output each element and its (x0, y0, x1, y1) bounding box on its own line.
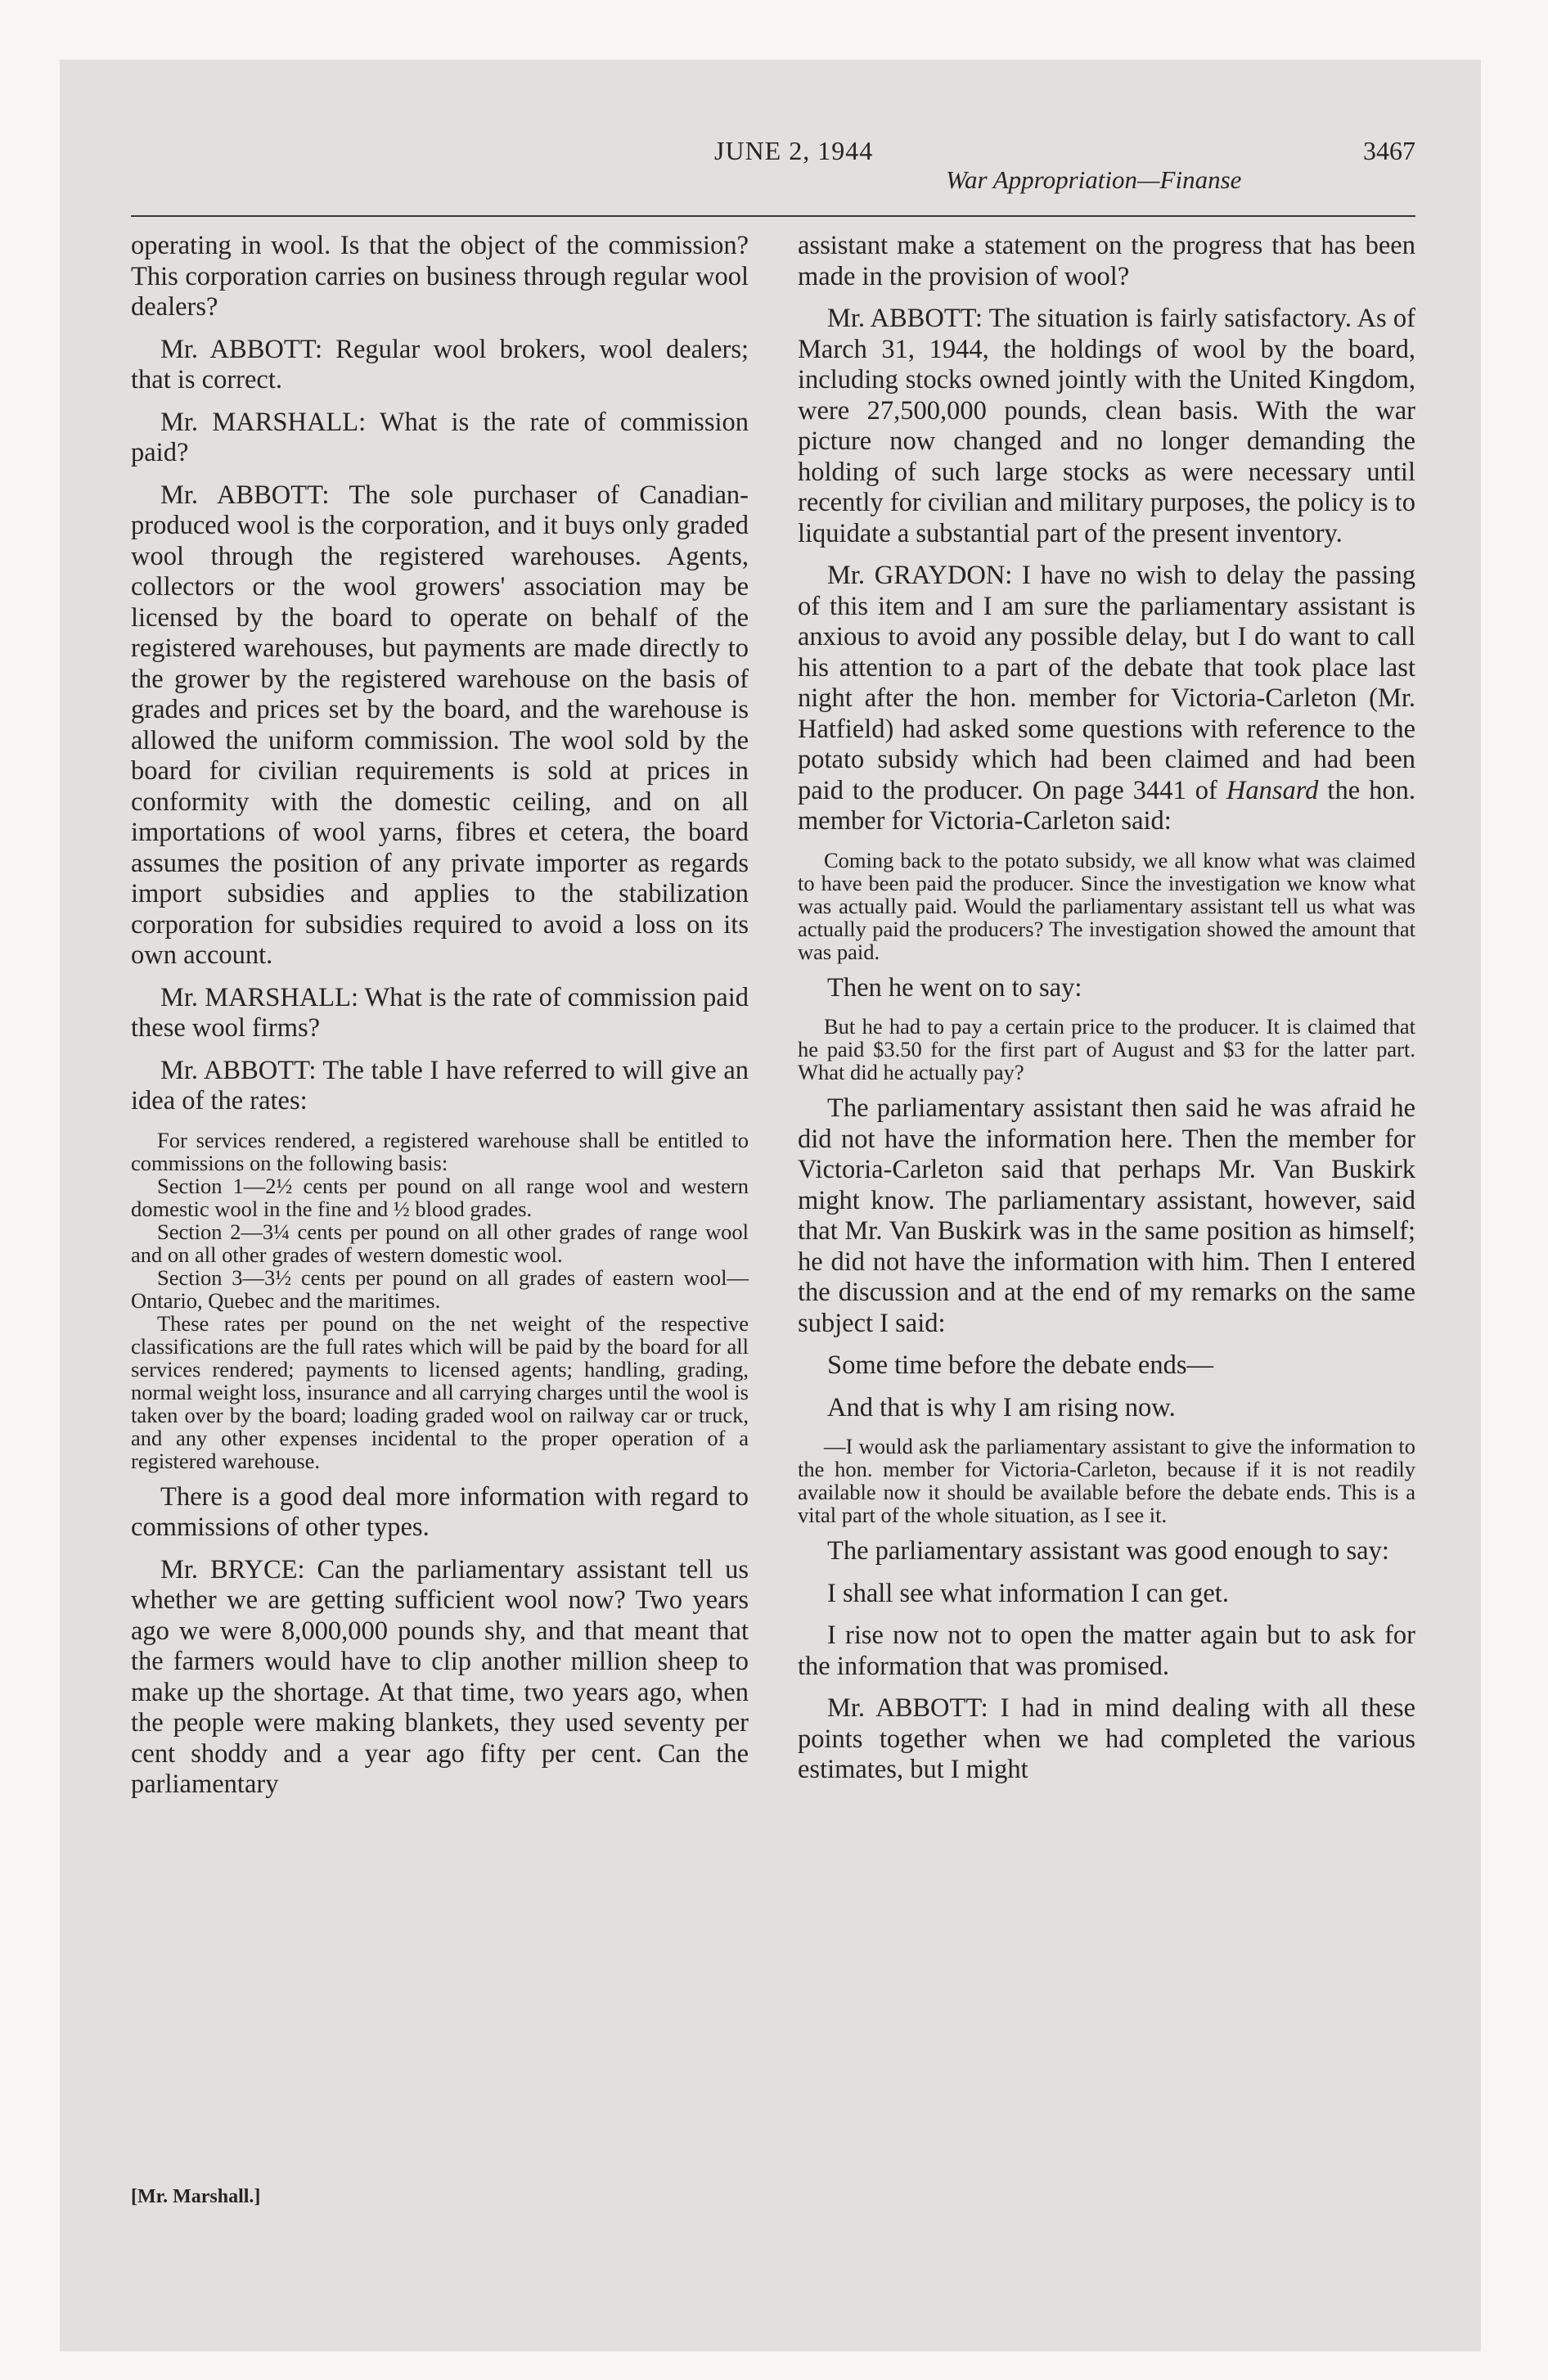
paragraph: Then he went on to say: (827, 972, 1082, 1003)
paragraph-text: Mr. GRAYDON: I have no wish to delay the passing of this item and I am sure the parliamentary assistant is anxious to avoid any possible delay, but I do want to call his attention to a part of the debate that took place last night after the hon. member for Victoria-Carleton (Mr. Hatfield) had asked some questions with reference to the potato subsidy which had been claimed and had been paid to the producer. On page 3441 of (798, 561, 1415, 805)
quoted-text: Section 3—3½ cents per pound on all grades of eastern wool—Ontario, Quebec and the maritimes. (131, 1264, 749, 1313)
paragraph: The parliamentary assistant then said he was afraid he did not have the information here. Then the member for Victoria-Carleton said that perhaps Mr. Van Buskirk might know. The parliamentary assistant, however, said that Mr. Van Buskirk was in the same position as himself; he did not have the information with him. Then I entered the discussion and at the end of my remarks on the same subject I said: (798, 1093, 1415, 1338)
quoted-text: Section 2—3¼ cents per pound on all other grades of range wool and on all other grades of western domestic wool. (131, 1219, 749, 1267)
quoted-text: But he had to pay a certain price to the producer. It is claimed that he paid $3.50 for the first part of August and $3 for the latter part. What did he actually pay? (798, 1014, 1415, 1084)
header-title: War Appropriation—Finanse (946, 165, 1242, 194)
paragraph: And that is why I am rising now. (827, 1392, 1176, 1422)
quoted-text: Section 1—2½ cents per pound on all range wool and western domestic wool in the fine and ½ blood grades. (131, 1173, 749, 1221)
paragraph: operating in wool. Is that the object of the commission? This corporation carries on business through regular wool dealers? (131, 231, 749, 322)
paragraph: Mr. MARSHALL: What is the rate of commission paid these wool firms? (131, 982, 749, 1043)
right-column (798, 231, 1415, 1797)
left-column (131, 231, 749, 1812)
header-date: JUNE 2, 1944 (714, 136, 874, 165)
paragraph: Mr. BRYCE: Can the parliamentary assistant tell us whether we are getting sufficient wool now? Two years ago we were 8,000,000 pounds shy, and that meant that the farmers would have to clip another million sheep to make up the shortage. At that time, two years ago, when the people were making blankets, they used seventy per cent shoddy and a year ago fifty per cent. Can the parliamentary (131, 1554, 749, 1799)
quoted-line: Some time before the debate ends— (827, 1350, 1213, 1380)
quoted-text: These rates per pound on the net weight of the respective classifications are the full rates which will be paid by the board for all services rendered; payments to licensed agents; handling, grading, normal weight loss, insurance and all carrying charges until the wool is taken over by the board; loading graded wool on railway car or truck, and any other expenses incidental to the proper operation of a registered warehouse. (131, 1310, 749, 1473)
paragraph: assistant make a statement on the progress that has been made in the provision of wool? (798, 231, 1415, 291)
speaker-signature: [Mr. Marshall.] (131, 2186, 261, 2207)
italic-text: Hansard (1226, 775, 1319, 805)
page-header (131, 136, 1415, 210)
paragraph: The parliamentary assistant was good enough to say: (827, 1536, 1389, 1566)
page-sheet (98, 65, 1448, 2308)
paragraph: I rise now not to open the matter again but to ask for the information that was promised. (798, 1620, 1415, 1681)
paragraph: Mr. MARSHALL: What is the rate of commission paid? (131, 407, 749, 467)
quoted-text: —I would ask the parliamentary assistant to give the information to the hon. member for Victoria-Carleton, because if it is not readily available now it should be available before the debate ends. This is a vital part of the whole situation, as I see it. (798, 1434, 1415, 1527)
paragraph: Mr. ABBOTT: The sole purchaser of Canadian-produced wool is the corporation, and it buys only graded wool through the registered warehouses. Agents, collectors or the wool growers' association may be licensed by the board to operate on behalf of the registered warehouses, but payments are made directly to the grower by the registered warehouse on the basis of grades and prices set by the board, and the warehouse is allowed the uniform commission. The wool sold by the board for civilian requirements is sold at prices in conformity with the domestic ceiling, and on all importations of wool yarns, fibres et cetera, the board assumes the position of any private importer as regards import subsidies and applies to the stabilization corporation for subsidies required to avoid a loss on its own account. (131, 480, 749, 970)
paragraph: Mr. ABBOTT: I had in mind dealing with all these points together when we had completed the various estimates, but I might (798, 1693, 1415, 1784)
page-number: 3467 (1363, 136, 1415, 165)
header-rule (131, 215, 1415, 217)
paragraph: Mr. ABBOTT: Regular wool brokers, wool dealers; that is correct. (131, 334, 749, 394)
paragraph-text: the hon. member for Victoria-Carleton said: (798, 775, 1415, 836)
quoted-line: I shall see what information I can get. (827, 1578, 1229, 1608)
quoted-text: For services rendered, a registered warehouse shall be entitled to commissions on the following basis: (131, 1127, 749, 1175)
paragraph: Mr. ABBOTT: The situation is fairly satisfactory. As of March 31, 1944, the holdings of wool by the board, including stocks owned jointly with the United Kingdom, were 27,500,000 pounds, clean basis. With the war picture now changed and no longer demanding the holding of such large stocks as were necessary until recently for civilian and military purposes, the policy is to liquidate a substantial part of the present inventory. (798, 304, 1415, 548)
paragraph: Mr. ABBOTT: The table I have referred to will give an idea of the rates: (131, 1055, 749, 1116)
quoted-text: Coming back to the potato subsidy, we all know what was claimed to have been paid the producer. Since the investigation we know what was actually paid. Would the parliamentary assistant tell us what was actually paid the producers? The investigation showed the amount that was paid. (798, 847, 1415, 964)
paragraph: There is a good deal more information with regard to commissions of other types. (131, 1481, 749, 1542)
paragraph (798, 561, 1415, 837)
